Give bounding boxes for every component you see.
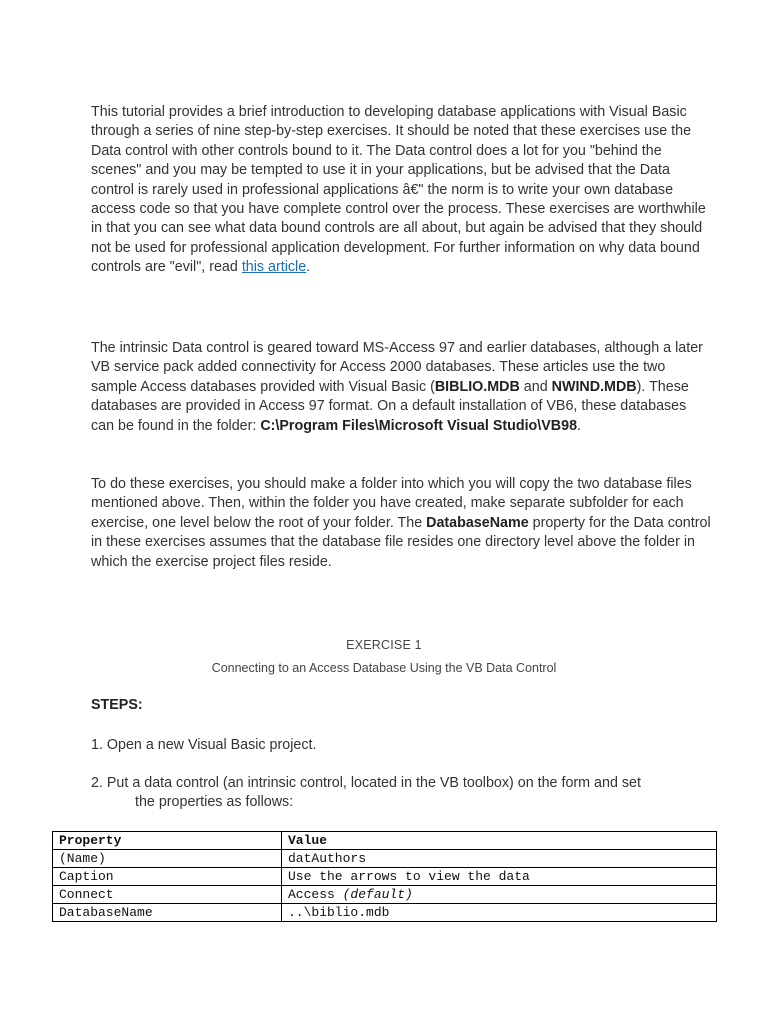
value-cell: ..\biblio.mdb xyxy=(282,904,717,922)
step-2-line-1: 2. Put a data control (an intrinsic control, located in the VB toolbox) on the form and set xyxy=(91,775,641,791)
property-cell: Caption xyxy=(53,868,282,886)
steps-heading: STEPS: xyxy=(91,697,143,713)
nwind-db-name: NWIND.MDB xyxy=(551,378,637,395)
folder-paragraph xyxy=(91,475,711,572)
table-header-row xyxy=(53,832,717,850)
table-row xyxy=(53,868,717,886)
value-text: Access xyxy=(288,887,343,902)
p2-and: and xyxy=(519,378,552,395)
step-2 xyxy=(91,774,711,813)
properties-table xyxy=(52,831,717,922)
property-cell: DatabaseName xyxy=(53,904,282,922)
table-row xyxy=(53,904,717,922)
intro-text: This tutorial provides a brief introduction to developing database applications with Visual Basic through a series of nine step-by-step exercises. It should be noted that these exercises use the Data control with other controls bound to it. The Data control does a lot for you "behind the scenes" and you may be tempted to use it in your applications, but be advised that the Data control is rarely used in professional applications â€" the norm is to write your own database access code so that you have complete control over the process. These exercises are worthwhile in that you can see what data bound controls are all about, but again be advised that they should not be used for professional application development. For further information on why data bound controls are "evil", read xyxy=(91,104,706,276)
step-2-line-2: the properties as follows: xyxy=(135,794,294,811)
property-cell: (Name) xyxy=(53,850,282,868)
header-value: Value xyxy=(282,832,717,850)
table-row xyxy=(53,850,717,868)
property-cell: Connect xyxy=(53,886,282,904)
exercise-subtitle: Connecting to an Access Database Using the VB Data Control xyxy=(211,661,557,675)
p2-end: . xyxy=(577,417,582,434)
table-row xyxy=(53,886,717,904)
step-1: 1. Open a new Visual Basic project. xyxy=(91,737,317,753)
databasename-property: DatabaseName xyxy=(426,514,529,531)
value-cell: Use the arrows to view the data xyxy=(282,868,717,886)
default-note: (default) xyxy=(342,887,413,902)
exercise-title: EXERCISE 1 xyxy=(346,638,422,652)
p3-text-c: property for the Data control in these exercises assumes that the database file resides one directory level above the folder in which the exercise project files reside. xyxy=(91,514,711,570)
intro-paragraph xyxy=(91,103,711,278)
p2-text-a: The intrinsic Data control is geared toward MS-Access 97 and earlier databases, although a later VB service pack added connectivity for Access 2000 databases. These articles use the two sample Access databases provided with Visual Basic ( xyxy=(91,340,703,395)
p3-text-a: To do these exercises, you should make a folder into which you will copy the two database files mentioned above. Then, within the folder you have created, make separate subfolder for each exercise, one level below the root of your folder. The xyxy=(91,476,692,531)
intro-end: . xyxy=(306,259,311,276)
article-link[interactable]: this article xyxy=(241,259,307,276)
value-cell: datAuthors xyxy=(282,850,717,868)
data-control-paragraph xyxy=(91,339,711,436)
install-path: C:\Program Files\Microsoft Visual Studio\VB98 xyxy=(260,417,578,434)
value-cell xyxy=(282,886,717,904)
header-property: Property xyxy=(53,832,282,850)
p2-text-c: ). These databases are provided in Access 97 format. On a default installation of VB6, these databases can be found in the folder: xyxy=(91,378,689,434)
biblio-db-name: BIBLIO.MDB xyxy=(434,378,520,395)
